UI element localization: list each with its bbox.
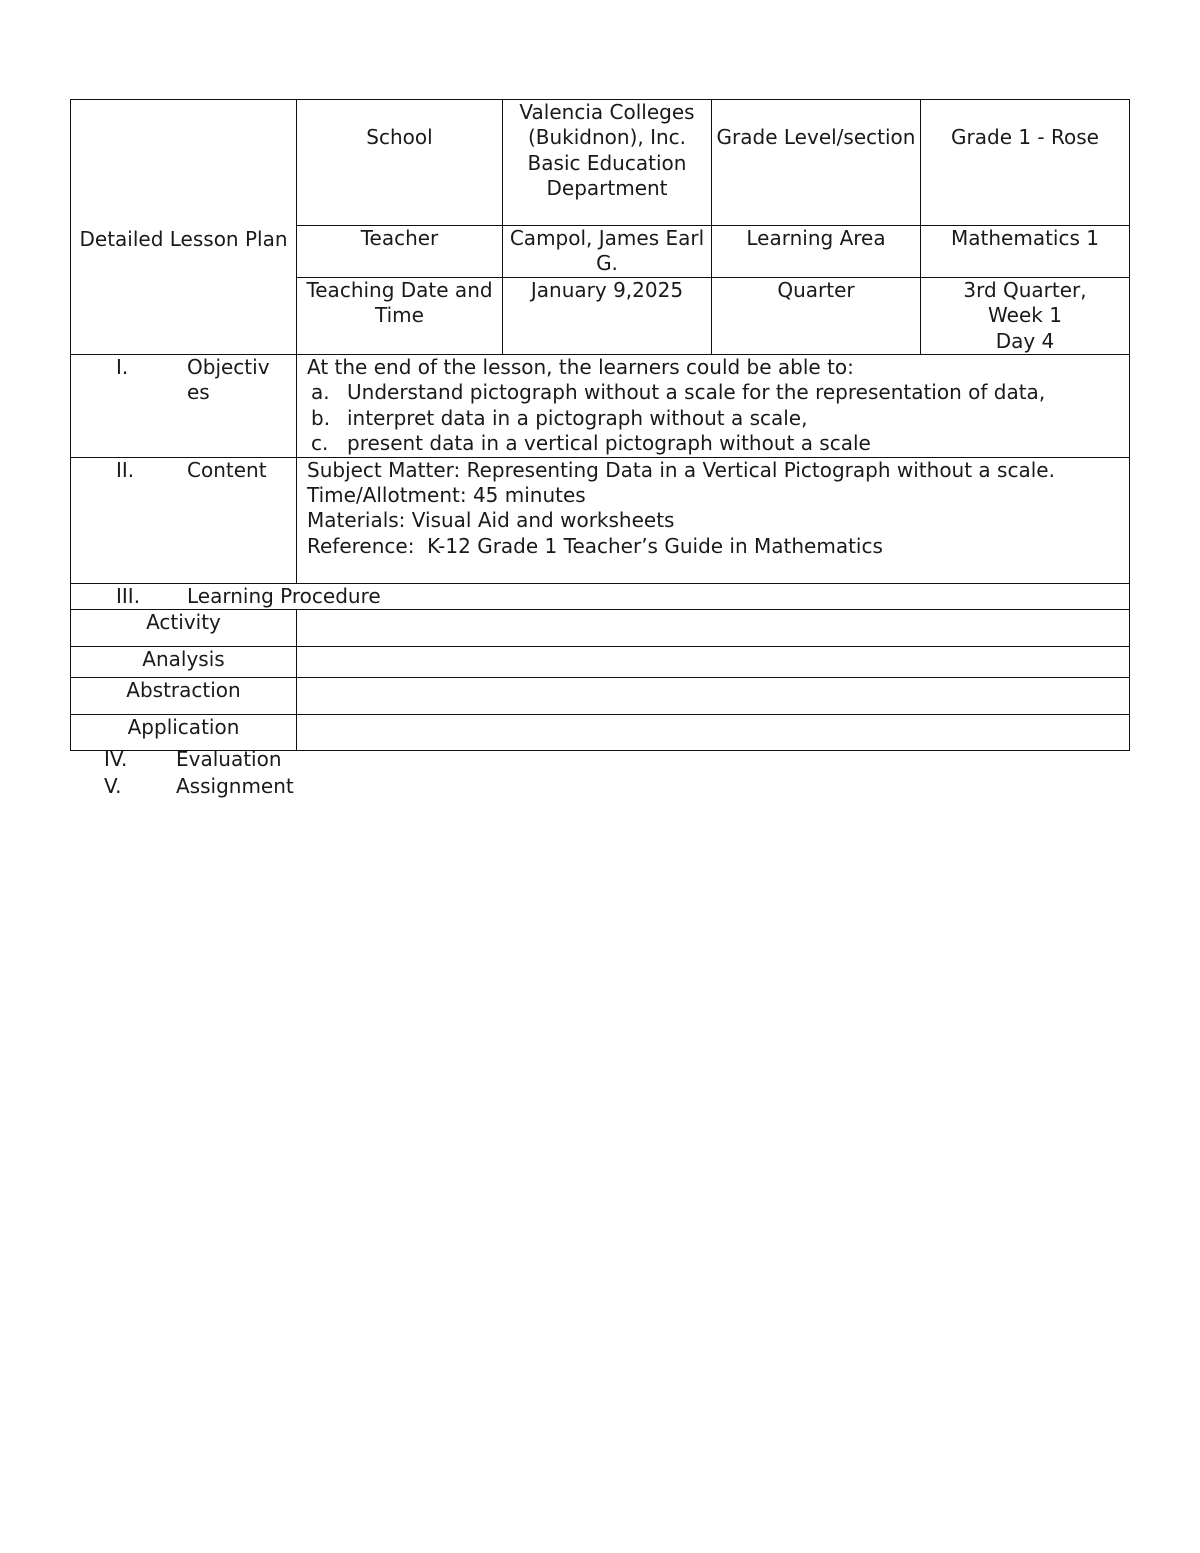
- procedure-step-label-cell: [71, 715, 297, 751]
- objective-item: [307, 431, 1125, 456]
- doc-type-cell: [71, 100, 297, 355]
- procedure-heading-cell: [71, 583, 1130, 609]
- content-number: II.: [116, 457, 135, 482]
- procedure-step-label-cell: [71, 647, 297, 678]
- objective-item: [307, 406, 1125, 431]
- school-value: Valencia Colleges (Bukidnon), Inc. Basic Education Department: [519, 100, 695, 201]
- procedure-step-label-cell: [71, 678, 297, 715]
- assignment-label: Assignment: [176, 774, 294, 798]
- doc-type-label: Detailed Lesson Plan: [79, 226, 288, 251]
- objective-marker: a.: [311, 380, 330, 405]
- quarter-value-cell: [921, 277, 1130, 354]
- date-value: January 9,2025: [530, 277, 684, 302]
- teacher-value: Campol, James Earl G.: [509, 226, 705, 276]
- content-body-cell: [297, 457, 1130, 583]
- teacher-label: Teacher: [360, 226, 439, 250]
- grade-label: Grade Level/section: [716, 125, 916, 149]
- objective-text: Understand pictograph without a scale for the representation of data,: [347, 380, 1046, 405]
- lesson-plan-table: [70, 99, 1130, 751]
- subject-matter: Subject Matter: Representing Data in a Vertical Pictograph without a scale.: [307, 457, 1055, 482]
- school-label: School: [366, 125, 433, 149]
- objectives-intro: At the end of the lesson, the learners could be able to:: [307, 355, 854, 380]
- school-value-cell: [503, 100, 712, 226]
- procedure-step-row: [71, 610, 1130, 647]
- objectives-row: [71, 355, 1130, 458]
- objectives-heading-cell: [71, 355, 297, 458]
- procedure-step-row: [71, 715, 1130, 751]
- step-abstraction: Abstraction: [126, 678, 241, 703]
- date-label-cell: [297, 277, 503, 354]
- procedure-step-row: [71, 678, 1130, 715]
- materials: Materials: Visual Aid and worksheets: [307, 508, 675, 533]
- date-label: Teaching Date and Time: [306, 277, 493, 328]
- area-label-cell: [712, 226, 921, 278]
- procedure-step-body-cell: [297, 678, 1130, 715]
- evaluation-label: Evaluation: [176, 747, 282, 771]
- teacher-label-cell: [297, 226, 503, 278]
- procedure-step-row: [71, 647, 1130, 678]
- grade-value: Grade 1 - Rose: [951, 125, 1099, 149]
- content-row: [71, 457, 1130, 583]
- teacher-value-cell: [503, 226, 712, 278]
- step-activity: Activity: [146, 610, 221, 635]
- quarter-label: Quarter: [777, 277, 855, 302]
- procedure-step-body-cell: [297, 715, 1130, 751]
- objective-text: interpret data in a pictograph without a scale,: [347, 405, 808, 430]
- objective-marker: b.: [311, 405, 331, 430]
- evaluation-number: IV.: [104, 747, 128, 771]
- assignment-number: V.: [104, 774, 122, 798]
- objective-text: present data in a vertical pictograph without a scale: [347, 431, 871, 456]
- objectives-list: [307, 380, 1125, 456]
- procedure-label: Learning Procedure: [187, 583, 381, 608]
- step-analysis: Analysis: [142, 647, 225, 672]
- quarter-label-cell: [712, 277, 921, 354]
- area-value-cell: [921, 226, 1130, 278]
- procedure-heading-row: [71, 583, 1130, 609]
- header-row-school: [71, 100, 1130, 226]
- area-label: Learning Area: [746, 226, 886, 250]
- grade-label-cell: [712, 100, 921, 226]
- school-label-cell: [297, 100, 503, 226]
- procedure-step-label-cell: [71, 610, 297, 647]
- quarter-value-line2: Week 1: [988, 303, 1062, 328]
- step-application: Application: [127, 715, 240, 740]
- time-allotment: Time/Allotment: 45 minutes: [307, 483, 586, 508]
- area-value: Mathematics 1: [951, 226, 1099, 250]
- lesson-plan-sheet: [70, 99, 1129, 751]
- objective-item: [307, 380, 1125, 405]
- procedure-step-body-cell: [297, 610, 1130, 647]
- objectives-body-cell: [297, 355, 1130, 458]
- objectives-label: Objectiv es: [187, 355, 270, 405]
- grade-value-cell: [921, 100, 1130, 226]
- content-label: Content: [187, 457, 267, 482]
- quarter-value-line1: 3rd Quarter,: [963, 277, 1087, 302]
- objective-marker: c.: [311, 431, 329, 456]
- content-heading-cell: [71, 457, 297, 583]
- objectives-number: I.: [116, 355, 129, 380]
- quarter-value-line3: Day 4: [995, 328, 1055, 353]
- date-value-cell: [503, 277, 712, 354]
- procedure-number: III.: [116, 583, 141, 608]
- procedure-step-body-cell: [297, 647, 1130, 678]
- reference: Reference: K-12 Grade 1 Teacher’s Guide in Mathematics: [307, 533, 883, 558]
